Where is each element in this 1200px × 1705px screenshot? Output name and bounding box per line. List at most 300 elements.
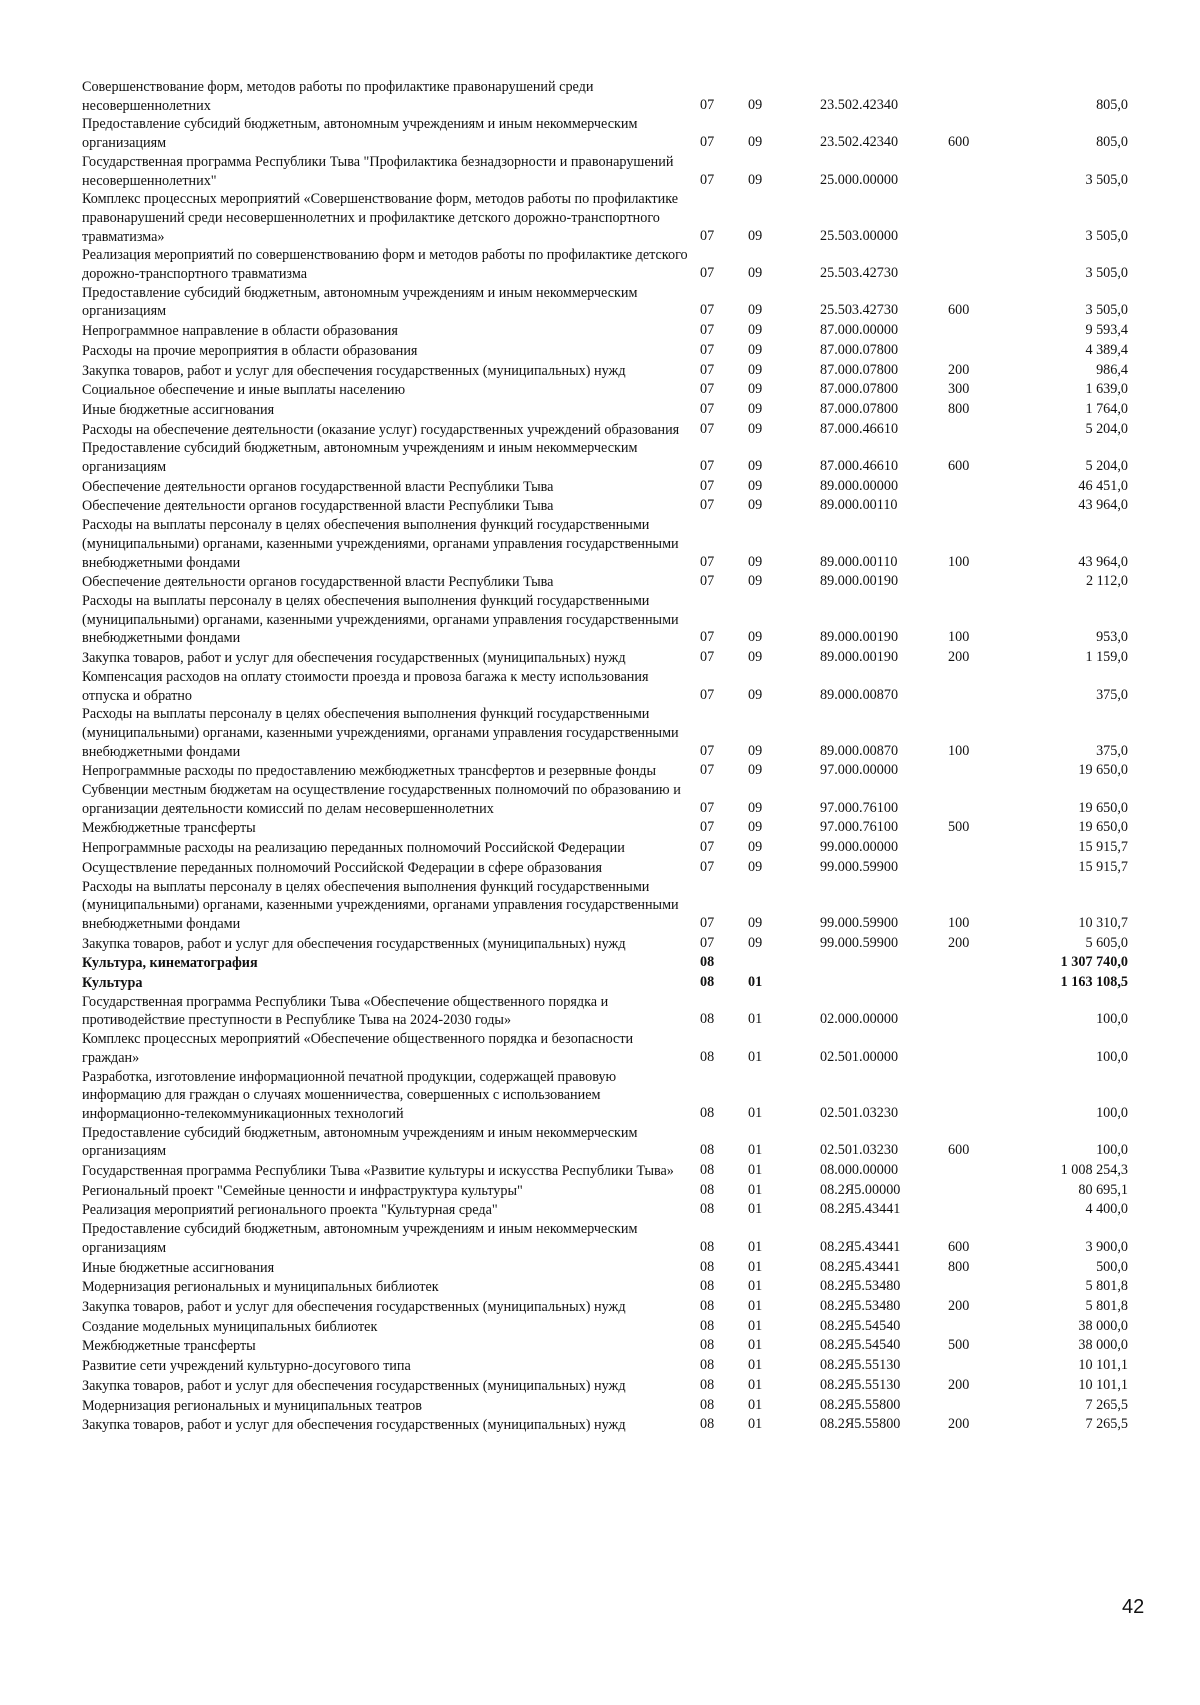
row-subsection-code: 09 — [748, 553, 763, 570]
row-section-code: 07 — [700, 819, 715, 836]
row-section-code: 07 — [700, 96, 715, 113]
table-row — [82, 993, 1142, 1030]
row-amount: 4 400,0 — [1085, 1201, 1128, 1218]
row-amount: 375,0 — [1096, 742, 1128, 759]
row-target-article-code: 02.501.03230 — [820, 1104, 899, 1121]
table-row — [82, 78, 1142, 115]
row-name: Закупка товаров, работ и услуг для обеспечения государственных (муниципальных) нужд — [82, 1417, 626, 1434]
row-expense-type-code — [948, 1277, 1018, 1297]
row-section-code: 07 — [700, 742, 715, 759]
row-expense-type-code: 300 — [948, 381, 970, 398]
row-amount: 3 505,0 — [1085, 171, 1128, 188]
row-section-code: 07 — [700, 914, 715, 931]
row-name: Осуществление переданных полномочий Российской Федерации в сфере образования — [82, 859, 602, 876]
row-target-article-code: 08.2Я5.43441 — [820, 1201, 901, 1218]
row-amount: 1 764,0 — [1085, 400, 1128, 417]
row-amount: 38 000,0 — [1078, 1317, 1128, 1334]
row-section-code: 07 — [700, 134, 715, 151]
row-amount: 3 900,0 — [1085, 1238, 1128, 1255]
table-row — [82, 838, 1142, 858]
row-subsection-code: 09 — [748, 762, 763, 779]
row-amount: 100,0 — [1096, 1011, 1128, 1028]
row-subsection-code: 09 — [748, 477, 763, 494]
row-amount: 805,0 — [1096, 134, 1128, 151]
row-name: Расходы на прочие мероприятия в области образования — [82, 342, 418, 359]
row-section-code: 07 — [700, 686, 715, 703]
row-amount: 19 650,0 — [1078, 799, 1128, 816]
row-amount: 19 650,0 — [1078, 762, 1128, 779]
row-expense-type-code — [948, 246, 1018, 283]
row-section-code: 08 — [700, 1011, 715, 1028]
row-target-article-code: 08.2Я5.43441 — [820, 1238, 901, 1255]
row-amount: 80 695,1 — [1078, 1181, 1128, 1198]
table-row — [82, 953, 1142, 973]
row-section-code: 08 — [700, 1376, 715, 1393]
table-row — [82, 1220, 1142, 1257]
table-row — [82, 361, 1142, 381]
row-name: Комплекс процессных мероприятий «Обеспечение общественного порядка и безопасности граждан» — [82, 1031, 634, 1066]
row-amount: 19 650,0 — [1078, 819, 1128, 836]
row-section-code: 07 — [700, 381, 715, 398]
row-expense-type-code: 100 — [948, 914, 970, 931]
row-expense-type-code: 100 — [948, 553, 970, 570]
row-amount: 1 163 108,5 — [1060, 974, 1128, 991]
table-row — [82, 1181, 1142, 1201]
row-name: Компенсация расходов на оплату стоимости проезда и провоза багажа к месту использования отпуска и обратно — [82, 668, 649, 704]
table-row — [82, 858, 1142, 878]
row-amount: 38 000,0 — [1078, 1337, 1128, 1354]
row-expense-type-code — [948, 1181, 1018, 1201]
row-target-article-code: 99.000.59900 — [820, 914, 899, 931]
row-name: Реализация мероприятий по совершенствованию форм и методов работы по профилактике детского дорожно-транспортного травматизма — [82, 247, 688, 283]
table-row — [82, 153, 1142, 190]
row-expense-type-code — [948, 858, 1018, 878]
row-target-article-code: 99.000.59900 — [820, 858, 899, 875]
row-subsection-code: 01 — [748, 1181, 763, 1198]
row-expense-type-code: 200 — [948, 1376, 970, 1393]
row-section-code: 08 — [700, 1317, 715, 1334]
row-section-code: 08 — [700, 1238, 715, 1255]
table-row — [82, 1376, 1142, 1396]
row-amount: 100,0 — [1096, 1104, 1128, 1121]
row-subsection-code: 09 — [748, 839, 763, 856]
row-amount: 3 505,0 — [1085, 302, 1128, 319]
row-expense-type-code — [948, 78, 1018, 115]
row-name: Предоставление субсидий бюджетным, автономным учреждениям и иным некоммерческим организациям — [82, 1221, 638, 1256]
row-section-code: 08 — [700, 974, 715, 991]
row-expense-type-code: 200 — [948, 1416, 970, 1433]
row-section-code: 07 — [700, 553, 715, 570]
row-target-article-code: 87.000.00000 — [820, 322, 899, 339]
row-expense-type-code — [948, 1030, 1018, 1067]
row-subsection-code: 01 — [748, 1142, 763, 1159]
row-section-code: 08 — [700, 1104, 715, 1121]
row-expense-type-code — [948, 572, 1018, 592]
row-target-article-code — [820, 953, 948, 973]
row-expense-type-code — [948, 477, 1018, 497]
row-subsection-code: 01 — [748, 1258, 763, 1275]
table-row — [82, 1396, 1142, 1416]
row-name: Иные бюджетные ассигнования — [82, 401, 275, 418]
row-name: Расходы на выплаты персоналу в целях обеспечения выполнения функций государственными (муниципальными) органами, казенными учреждениями, органами управления государственными внебюджетными фондами — [82, 706, 679, 760]
row-name: Закупка товаров, работ и услуг для обеспечения государственных (муниципальных) нужд — [82, 362, 626, 379]
row-name: Обеспечение деятельности органов государственной власти Республики Тыва — [82, 498, 554, 515]
table-row — [82, 592, 1142, 648]
row-target-article-code: 08.2Я5.54540 — [820, 1337, 901, 1354]
row-section-code: 07 — [700, 799, 715, 816]
row-name: Государственная программа Республики Тыва «Обеспечение общественного порядка и противодействие преступности в Республике Тыва на 2024-2030 годы» — [82, 993, 609, 1029]
table-row — [82, 190, 1142, 246]
table-row — [82, 321, 1142, 341]
row-subsection-code: 01 — [748, 1396, 763, 1413]
row-name: Развитие сети учреждений культурно-досугового типа — [82, 1358, 411, 1375]
row-subsection-code: 09 — [748, 934, 763, 951]
row-name: Закупка товаров, работ и услуг для обеспечения государственных (муниципальных) нужд — [82, 1299, 626, 1315]
row-section-code: 07 — [700, 361, 715, 378]
row-name: Совершенствование форм, методов работы по профилактике правонарушений среди несовершеннолетних — [82, 79, 594, 114]
row-name: Межбюджетные трансферты — [82, 820, 256, 837]
row-target-article-code: 99.000.00000 — [820, 839, 899, 856]
row-amount: 500,0 — [1096, 1258, 1128, 1275]
row-subsection-code: 01 — [748, 974, 763, 991]
row-name: Субвенции местным бюджетам на осуществление государственных полномочий по образованию и организации деятельности комиссий по делам несовершеннолетних — [82, 782, 681, 817]
row-expense-type-code — [948, 420, 1018, 440]
table-row — [82, 1297, 1142, 1317]
budget-table — [82, 78, 1142, 1435]
row-subsection-code: 09 — [748, 858, 763, 875]
row-subsection-code: 09 — [748, 819, 763, 836]
row-name: Реализация мероприятий регионального проекта "Культурная среда" — [82, 1202, 498, 1219]
row-name: Расходы на выплаты персоналу в целях обеспечения выполнения функций государственными (муниципальными) органами, казенными учреждениями, органами управления государственными внебюджетными фондами — [82, 592, 679, 647]
row-subsection-code: 01 — [748, 1298, 763, 1314]
row-name: Предоставление субсидий бюджетным, автономным учреждениям и иным некоммерческим организациям — [82, 1124, 638, 1160]
row-subsection-code: 01 — [748, 1278, 763, 1295]
row-section-code: 07 — [700, 400, 715, 417]
row-expense-type-code — [948, 953, 1018, 973]
row-section-code: 07 — [700, 629, 715, 646]
row-amount: 43 964,0 — [1078, 553, 1128, 570]
row-subsection-code: 01 — [748, 1201, 763, 1218]
table-row — [82, 516, 1142, 572]
table-row — [82, 1277, 1142, 1297]
row-section-code: 07 — [700, 497, 715, 514]
row-subsection-code: 01 — [748, 1238, 763, 1255]
row-subsection-code: 01 — [748, 1317, 763, 1334]
table-row — [82, 1161, 1142, 1181]
row-target-article-code: 02.000.00000 — [820, 1011, 899, 1028]
row-name: Создание модельных муниципальных библиотек — [82, 1318, 378, 1335]
table-row — [82, 439, 1142, 476]
row-expense-type-code — [948, 341, 1018, 361]
row-subsection-code: 01 — [748, 1011, 763, 1028]
row-subsection-code: 09 — [748, 322, 763, 339]
row-target-article-code: 23.502.42340 — [820, 134, 899, 151]
row-target-article-code: 08.2Я5.54540 — [820, 1317, 901, 1334]
row-section-code: 07 — [700, 420, 715, 437]
row-name: Обеспечение деятельности органов государственной власти Республики Тыва — [82, 478, 554, 495]
row-amount: 1 008 254,3 — [1060, 1162, 1128, 1179]
row-amount: 43 964,0 — [1078, 497, 1128, 514]
row-name: Модернизация региональных и муниципальных библиотек — [82, 1279, 439, 1296]
row-target-article-code: 02.501.03230 — [820, 1142, 899, 1159]
row-subsection-code: 09 — [748, 400, 763, 417]
table-row — [82, 761, 1142, 781]
row-name: Расходы на выплаты персоналу в целях обеспечения выполнения функций государственными (муниципальными) органами, казенными учреждениями, органами управления государственными внебюджетными фондами — [82, 878, 679, 932]
row-section-code: 07 — [700, 839, 715, 856]
row-target-article-code: 08.000.00000 — [820, 1162, 899, 1179]
row-expense-type-code: 800 — [948, 1258, 970, 1275]
row-expense-type-code: 800 — [948, 400, 970, 417]
row-expense-type-code — [948, 1068, 1018, 1124]
row-section-code: 07 — [700, 171, 715, 188]
row-amount: 2 112,0 — [1085, 573, 1128, 590]
row-subsection-code: 09 — [748, 686, 763, 703]
row-subsection-code: 09 — [748, 361, 763, 378]
row-expense-type-code: 200 — [948, 934, 970, 951]
row-amount: 5 801,8 — [1085, 1278, 1128, 1295]
table-row — [82, 1124, 1142, 1161]
row-section-code: 08 — [700, 1396, 715, 1413]
row-name: Культура, кинематография — [82, 955, 258, 972]
row-name: Комплекс процессных мероприятий «Совершенствование форм, методов работы по профилактике правонарушений среди несовершеннолетних и профилактике детского дорожно-транспортного травматизма» — [82, 191, 679, 245]
row-target-article-code: 87.000.07800 — [820, 400, 899, 417]
row-section-code: 07 — [700, 322, 715, 339]
row-expense-type-code — [948, 1161, 1018, 1181]
row-section-code: 08 — [700, 1162, 715, 1179]
row-expense-type-code — [948, 838, 1018, 858]
row-subsection-code: 09 — [748, 497, 763, 514]
row-section-code: 07 — [700, 934, 715, 951]
row-subsection-code: 09 — [748, 914, 763, 931]
row-amount: 10 101,1 — [1078, 1357, 1128, 1374]
row-target-article-code: 87.000.07800 — [820, 341, 899, 358]
row-section-code: 08 — [700, 1048, 715, 1065]
row-target-article-code: 89.000.00190 — [820, 629, 899, 646]
row-section-code: 08 — [700, 1416, 715, 1433]
row-expense-type-code — [948, 1317, 1018, 1337]
row-subsection-code: 01 — [748, 1337, 763, 1354]
row-name: Региональный проект "Семейные ценности и инфраструктура культуры" — [82, 1182, 523, 1199]
table-row — [82, 818, 1142, 838]
row-name: Иные бюджетные ассигнования — [82, 1259, 275, 1276]
row-expense-type-code — [948, 668, 1018, 705]
budget-table-body — [82, 78, 1142, 1435]
row-name: Модернизация региональных и муниципальных театров — [82, 1397, 422, 1414]
row-expense-type-code: 600 — [948, 1238, 970, 1255]
row-target-article-code: 87.000.07800 — [820, 361, 899, 378]
row-subsection-code: 09 — [748, 227, 763, 244]
row-target-article-code: 02.501.00000 — [820, 1048, 899, 1065]
table-row — [82, 973, 1142, 993]
table-row — [82, 341, 1142, 361]
row-target-article-code: 89.000.00870 — [820, 742, 899, 759]
row-target-article-code: 87.000.46610 — [820, 458, 899, 475]
row-name: Государственная программа Республики Тыва "Профилактика безнадзорности и правонарушений несовершеннолетних" — [82, 153, 674, 189]
row-section-code: 08 — [700, 1278, 715, 1295]
row-amount: 3 505,0 — [1085, 227, 1128, 244]
row-section-code: 08 — [700, 1357, 715, 1374]
row-target-article-code: 25.503.42730 — [820, 302, 899, 319]
row-expense-type-code: 200 — [948, 1298, 970, 1314]
row-section-code: 07 — [700, 302, 715, 319]
row-name: Закупка товаров, работ и услуг для обеспечения государственных (муниципальных) нужд — [82, 1377, 626, 1394]
row-amount: 10 310,7 — [1078, 914, 1128, 931]
row-amount: 100,0 — [1096, 1048, 1128, 1065]
table-row — [82, 380, 1142, 400]
table-row — [82, 705, 1142, 761]
row-expense-type-code — [948, 321, 1018, 341]
row-section-code: 08 — [700, 1181, 715, 1198]
row-subsection-code: 01 — [748, 1048, 763, 1065]
row-section-code: 07 — [700, 573, 715, 590]
row-section-code: 08 — [700, 1201, 715, 1218]
row-amount: 5 204,0 — [1085, 420, 1128, 437]
row-subsection-code: 01 — [748, 1416, 763, 1433]
row-expense-type-code: 600 — [948, 134, 970, 151]
table-row — [82, 1415, 1142, 1435]
row-subsection-code: 09 — [748, 629, 763, 646]
row-subsection-code: 01 — [748, 1104, 763, 1121]
row-expense-type-code: 200 — [948, 649, 970, 666]
row-target-article-code: 23.502.42340 — [820, 96, 899, 113]
row-amount: 15 915,7 — [1078, 839, 1128, 856]
table-row — [82, 1317, 1142, 1337]
row-name: Закупка товаров, работ и услуг для обеспечения государственных (муниципальных) нужд — [82, 650, 626, 667]
row-target-article-code: 08.2Я5.55800 — [820, 1396, 901, 1413]
row-amount: 5 801,8 — [1085, 1298, 1128, 1314]
row-section-code: 08 — [700, 1258, 715, 1275]
row-name: Межбюджетные трансферты — [82, 1338, 256, 1355]
table-row — [82, 1200, 1142, 1220]
row-amount: 1 639,0 — [1085, 381, 1128, 398]
row-name: Предоставление субсидий бюджетным, автономным учреждениям и иным некоммерческим организациям — [82, 440, 638, 476]
row-expense-type-code — [948, 190, 1018, 246]
row-section-code: 07 — [700, 649, 715, 666]
table-row — [82, 1068, 1142, 1124]
row-subsection-code: 09 — [748, 420, 763, 437]
row-subsection-code: 09 — [748, 341, 763, 358]
row-target-article-code: 89.000.00190 — [820, 573, 899, 590]
row-name: Расходы на обеспечение деятельности (оказание услуг) государственных учреждений образования — [82, 421, 680, 438]
row-section-code: 07 — [700, 762, 715, 779]
row-name: Предоставление субсидий бюджетным, автономным учреждениям и иным некоммерческим организациям — [82, 116, 638, 152]
table-row — [82, 781, 1142, 818]
row-name: Государственная программа Республики Тыва «Развитие культуры и искусства Республики Тыва» — [82, 1163, 674, 1180]
row-target-article-code: 97.000.00000 — [820, 762, 899, 779]
table-row — [82, 648, 1142, 668]
row-section-code: 07 — [700, 227, 715, 244]
row-amount: 953,0 — [1096, 629, 1128, 646]
row-expense-type-code — [948, 1200, 1018, 1220]
row-expense-type-code: 600 — [948, 458, 970, 475]
table-row — [82, 1030, 1142, 1067]
table-row — [82, 246, 1142, 283]
row-amount: 9 593,4 — [1085, 322, 1128, 339]
row-amount: 46 451,0 — [1078, 477, 1128, 494]
row-section-code: 07 — [700, 265, 715, 282]
row-name: Непрограммные расходы по предоставлению межбюджетных трансфертов и резервные фонды — [82, 763, 657, 780]
row-section-code: 08 — [700, 1142, 715, 1159]
table-row — [82, 668, 1142, 705]
row-amount: 10 101,1 — [1078, 1376, 1128, 1393]
row-expense-type-code: 600 — [948, 302, 970, 319]
row-subsection-code: 09 — [748, 742, 763, 759]
row-subsection-code: 09 — [748, 799, 763, 816]
row-subsection-code: 09 — [748, 171, 763, 188]
row-section-code: 07 — [700, 477, 715, 494]
row-expense-type-code: 600 — [948, 1142, 970, 1159]
row-subsection-code: 09 — [748, 134, 763, 151]
row-target-article-code: 08.2Я5.55130 — [820, 1357, 901, 1374]
row-target-article-code: 89.000.00000 — [820, 477, 899, 494]
row-target-article-code: 97.000.76100 — [820, 799, 899, 816]
row-target-article-code: 89.000.00110 — [820, 553, 898, 570]
row-amount: 5 605,0 — [1085, 934, 1128, 951]
row-name: Социальное обеспечение и иные выплаты населению — [82, 382, 406, 399]
row-amount: 805,0 — [1096, 96, 1128, 113]
row-amount: 1 307 740,0 — [1060, 954, 1128, 971]
row-expense-type-code — [948, 153, 1018, 190]
row-amount: 7 265,5 — [1085, 1416, 1128, 1433]
table-row — [82, 420, 1142, 440]
row-target-article-code: 89.000.00190 — [820, 649, 899, 666]
table-row — [82, 1356, 1142, 1376]
row-subsection-code — [748, 953, 820, 973]
row-target-article-code: 89.000.00870 — [820, 686, 899, 703]
table-row — [82, 400, 1142, 420]
row-expense-type-code: 500 — [948, 819, 970, 836]
table-row — [82, 572, 1142, 592]
row-section-code: 08 — [700, 954, 715, 971]
row-target-article-code: 08.2Я5.55130 — [820, 1376, 901, 1393]
table-row — [82, 1336, 1142, 1356]
row-subsection-code: 09 — [748, 458, 763, 475]
row-amount: 3 505,0 — [1085, 265, 1128, 282]
row-target-article-code: 08.2Я5.43441 — [820, 1258, 901, 1275]
row-target-article-code: 87.000.46610 — [820, 420, 899, 437]
row-amount: 7 265,5 — [1085, 1396, 1128, 1413]
row-amount: 5 204,0 — [1085, 458, 1128, 475]
row-name: Разработка, изготовление информационной печатной продукции, содержащей правовую информацию для граждан о случаях мошенничества, совершенных с использованием информационно-телекоммуникационных технологий — [82, 1068, 617, 1122]
row-amount: 986,4 — [1096, 361, 1128, 378]
row-section-code: 08 — [700, 1298, 715, 1314]
row-subsection-code: 09 — [748, 649, 763, 666]
table-row — [82, 496, 1142, 516]
row-name: Непрограммные расходы на реализацию переданных полномочий Российской Федерации — [82, 840, 625, 857]
row-target-article-code: 08.2Я5.00000 — [820, 1181, 901, 1198]
row-target-article-code: 25.503.00000 — [820, 227, 899, 244]
row-section-code: 08 — [700, 1337, 715, 1354]
row-target-article-code: 08.2Я5.55800 — [820, 1416, 901, 1433]
row-target-article-code: 89.000.00110 — [820, 497, 898, 514]
row-target-article-code: 25.000.00000 — [820, 171, 899, 188]
page-number: 42 — [1122, 1596, 1145, 1618]
row-amount: 4 389,4 — [1085, 341, 1128, 358]
row-amount: 1 159,0 — [1085, 649, 1128, 666]
table-row — [82, 115, 1142, 152]
row-expense-type-code — [948, 496, 1018, 516]
row-target-article-code: 25.503.42730 — [820, 265, 899, 282]
row-subsection-code: 09 — [748, 265, 763, 282]
row-amount: 375,0 — [1096, 686, 1128, 703]
row-subsection-code: 01 — [748, 1357, 763, 1374]
row-expense-type-code — [948, 1396, 1018, 1416]
row-expense-type-code — [948, 1356, 1018, 1376]
row-target-article-code: 87.000.07800 — [820, 381, 899, 398]
row-expense-type-code — [948, 973, 1018, 993]
row-expense-type-code: 100 — [948, 629, 970, 646]
row-name: Закупка товаров, работ и услуг для обеспечения государственных (муниципальных) нужд — [82, 935, 626, 952]
